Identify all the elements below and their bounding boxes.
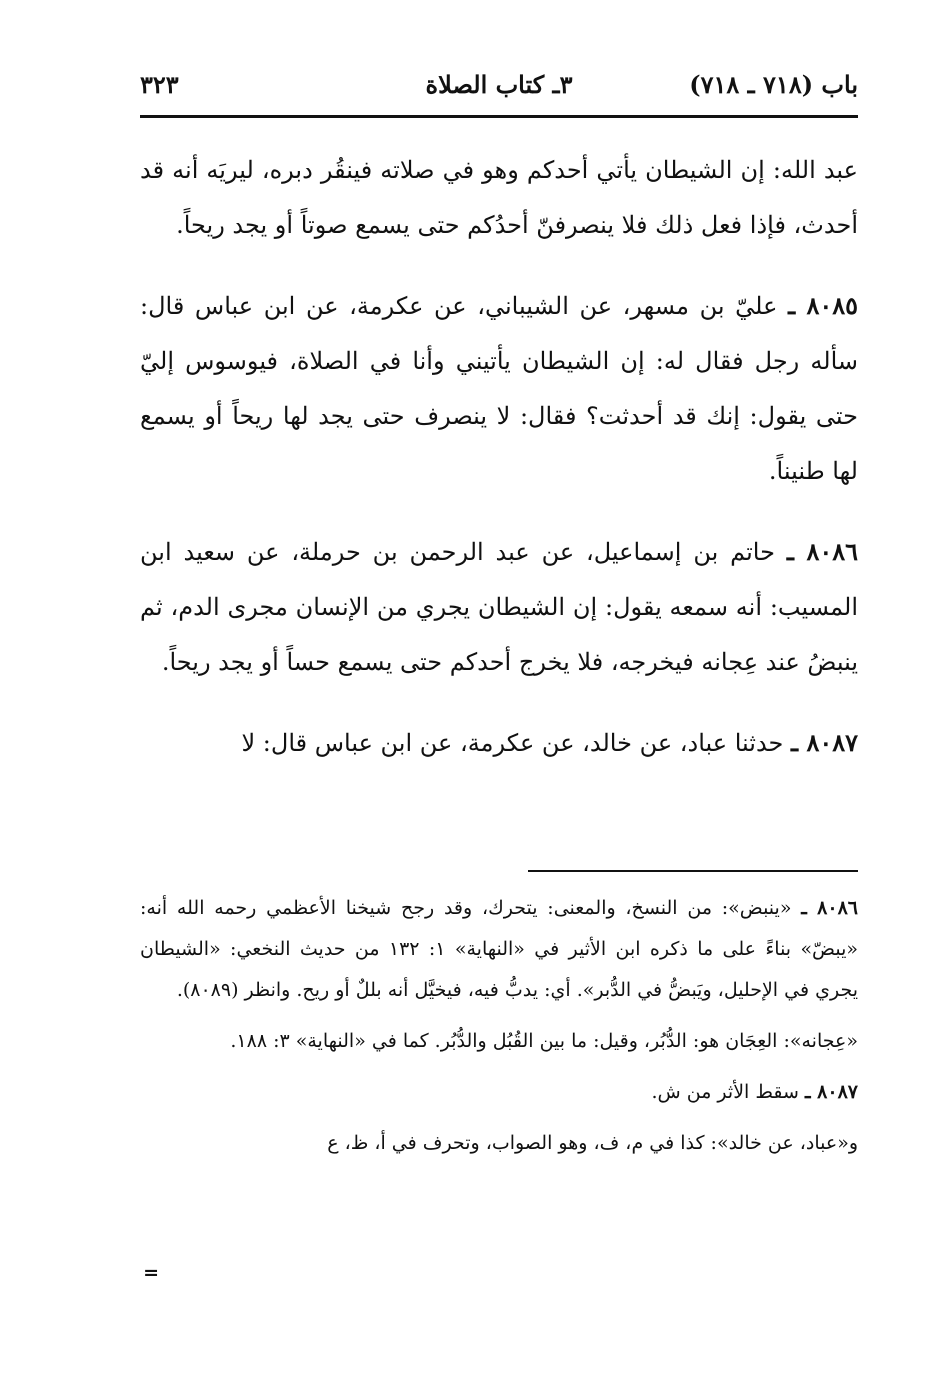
footnote-text: «عِجانه»: العِجَان هو: الدُّبُر، وقيل: ما بين القُبُل والدُّبُر. كما في «النهاية» ٣: ١٨٨. — [230, 1030, 858, 1052]
hadith-number: ٨٠٨٧ ـ — [791, 728, 858, 757]
hadith-number: ٨٠٨٦ ـ — [786, 537, 858, 566]
paragraph — [140, 715, 858, 771]
hadith-number: ٨٠٨٥ ـ — [788, 291, 858, 320]
footnote-number: ٨٠٨٧ ـ — [804, 1081, 858, 1103]
paragraph — [140, 524, 858, 690]
footnote-divider — [528, 870, 858, 872]
footnotes — [140, 888, 858, 1174]
paragraph-text: حدثنا عباد، عن خالد، عن عكرمة، عن ابن عباس قال: لا — [241, 729, 784, 757]
continuation-mark: = — [143, 1262, 159, 1284]
paragraph — [140, 278, 858, 499]
page-number: ٣٢٣ — [140, 70, 179, 99]
chapter-reference: باب (٧١٨ ـ ٧١٨) — [689, 70, 858, 99]
footnote-number: ٨٠٨٦ ـ — [801, 897, 858, 919]
footnote-text: و«عباد، عن خالد»: كذا في م، ف، وهو الصواب، وتحرف في أ، ظ، ع — [327, 1132, 858, 1154]
paragraph-text: عبد الله: إن الشيطان يأتي أحدكم وهو في صلاته فينقُر دبره، ليريَه أنه قد أحدث، فإذا فعل ذلك فلا ينصرفنّ أحدُكم حتى يسمع صوتاً أو يجد ريحاً. — [140, 156, 858, 239]
header-divider — [140, 115, 858, 118]
footnote-text: سقط الأثر من ش. — [651, 1081, 799, 1103]
footnote — [140, 888, 858, 1011]
footnote — [140, 1123, 858, 1164]
paragraph-text: حاتم بن إسماعيل، عن عبد الرحمن بن حرملة، عن سعيد ابن المسيب: أنه سمعه يقول: إن الشيطان يجري من الإنسان مجرى الدم، ثم ينبضُ عند عِجانه فيخرجه، فلا يخرج أحدكم حتى يسمع حساً أو يجد ريحاً. — [140, 538, 858, 676]
main-text — [140, 142, 858, 796]
footnote-text: «ينبض»: من النسخ، والمعنى: يتحرك، وقد رجح شيخنا الأعظمي رحمه الله أنه: «يبضّ» بناءً على ما ذكره ابن الأثير في «النهاية» ١: ١٣٢ من حديث النخعي: «الشيطان يجري في الإحليل، ويَبضُّ في الدُّبر». أي: يدبُّ فيه، فيخيَّل أنه بللٌ أو ريح. وانظر (٨٠٨٩). — [140, 897, 858, 1001]
footnote — [140, 1021, 858, 1062]
footnote — [140, 1072, 858, 1113]
paragraph — [140, 142, 858, 253]
running-header — [140, 62, 858, 114]
book-title: ٣ـ كتاب الصلاة — [425, 70, 573, 99]
paragraph-text: عليّ بن مسهر، عن الشيباني، عن عكرمة، عن ابن عباس قال: سأله رجل فقال له: إن الشيطان يأتيني وأنا في الصلاة، فيوسوس إليّ حتى يقول: إنك قد أحدثت؟ فقال: لا ينصرف حتى يجد لها ريحاً أو يسمع لها طنيناً. — [140, 292, 858, 485]
